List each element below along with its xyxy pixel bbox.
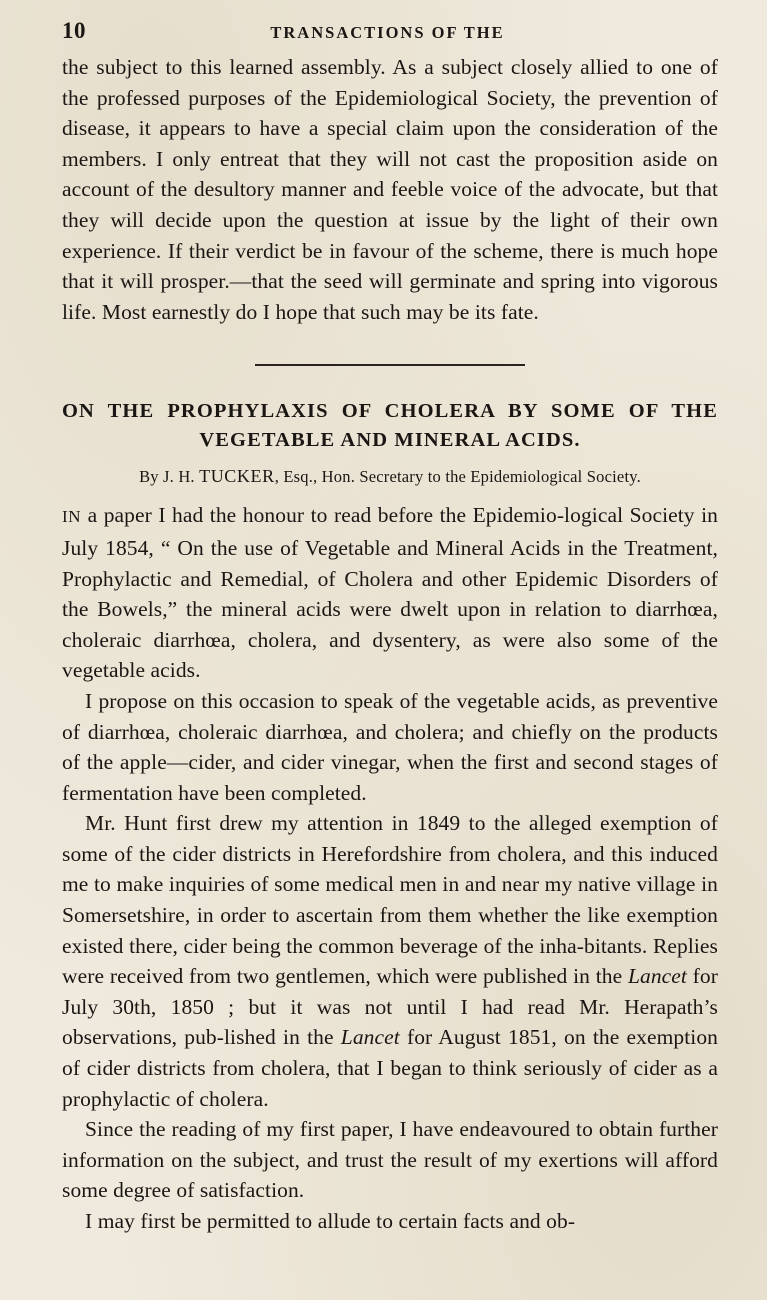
byline-suffix: , Esq., Hon. Secretary to the Epidemiological Society. [274,467,641,487]
paragraph-1-lead: IN [62,507,82,527]
running-head [62,18,711,52]
page-number: 10 [62,18,86,43]
paragraph-3-part-2: for July 30th, 1850 ; but it was not until I had read Mr. Herapath’s observations, pub-lished in the [62,964,718,1050]
article-title [62,397,718,455]
body-column [62,52,718,1237]
paragraph-3-part-3: for August 1851, on the exemption of cider districts from cholera, that I began to think seriously of cider as a prophylactic of cholera. [62,1025,718,1111]
paragraph-1 [62,500,718,686]
continued-paragraph: the subject to this learned assembly. As a subject closely allied to one of the professed purposes of the Epidemiological Society, the prevention of disease, it appears to have a special claim upon the consideration of the members. I only entreat that they will not cast the proposition aside on account of the desultory manner and feeble voice of the advocate, but that they will decide upon the question at issue by the light of their own experience. If their verdict be in favour of the scheme, there is much hope that it will prosper.—that the seed will germinate and spring into vigorous life. Most earnestly do I hope that such may be its fate. [62,55,718,324]
paragraph-3-part-1: Mr. Hunt first drew my attention in 1849 to the alleged exemption of some of the cider districts in Herefordshire from cholera, and this induced me to make inquiries of some medical men in and near my native village in Somersetshire, in order to ascertain from them whether the like exemption existed there, cider being the common beverage of the inha-bitants. Replies were received from two gentlemen, which were published in the [62,811,718,989]
article-title-line-2: VEGETABLE AND MINERAL ACIDS. [199,429,581,452]
paragraph-3 [62,808,718,1114]
journal-name-lancet-1: Lancet [627,964,687,989]
horizontal-rule [255,364,525,366]
paragraph-2: I propose on this occasion to speak of the vegetable acids, as preventive of diarrhœa, choleraic diarrhœa, and cholera; and chiefly on the products of the apple—cider, and cider vinegar, when the first and second stages of fermentation have been completed. [62,688,718,805]
journal-name-lancet-2: Lancet [340,1025,400,1050]
article-byline [62,466,718,487]
paragraph-5: I may first be permitted to allude to certain facts and ob- [85,1209,576,1233]
paragraph-4: Since the reading of my first paper, I have endeavoured to obtain further information on the subject, and trust the result of my exertions will afford some degree of satisfaction. [62,1117,718,1203]
article-title-line-1: ON THE PROPHYLAXIS OF CHOLERA BY SOME OF THE [62,400,718,423]
byline-prefix: By J. H. [139,467,200,487]
running-title: TRANSACTIONS OF THE [270,23,505,42]
byline-author: TUCKER [199,466,275,487]
section-divider [62,353,718,371]
paragraph-1-text: a paper I had the honour to read before the Epidemio-logical Society in July 1854, “ On the use of Vegetable and Mineral Acids in the Treatment, Prophylactic and Remedial, of Cholera and other Epidemic Disorders of the Bowels,” the mineral acids were dwelt upon in relation to diarrhœa, choleraic diarrhœa, cholera, and dysentery, as were also some of the vegetable acids. [62,503,718,683]
